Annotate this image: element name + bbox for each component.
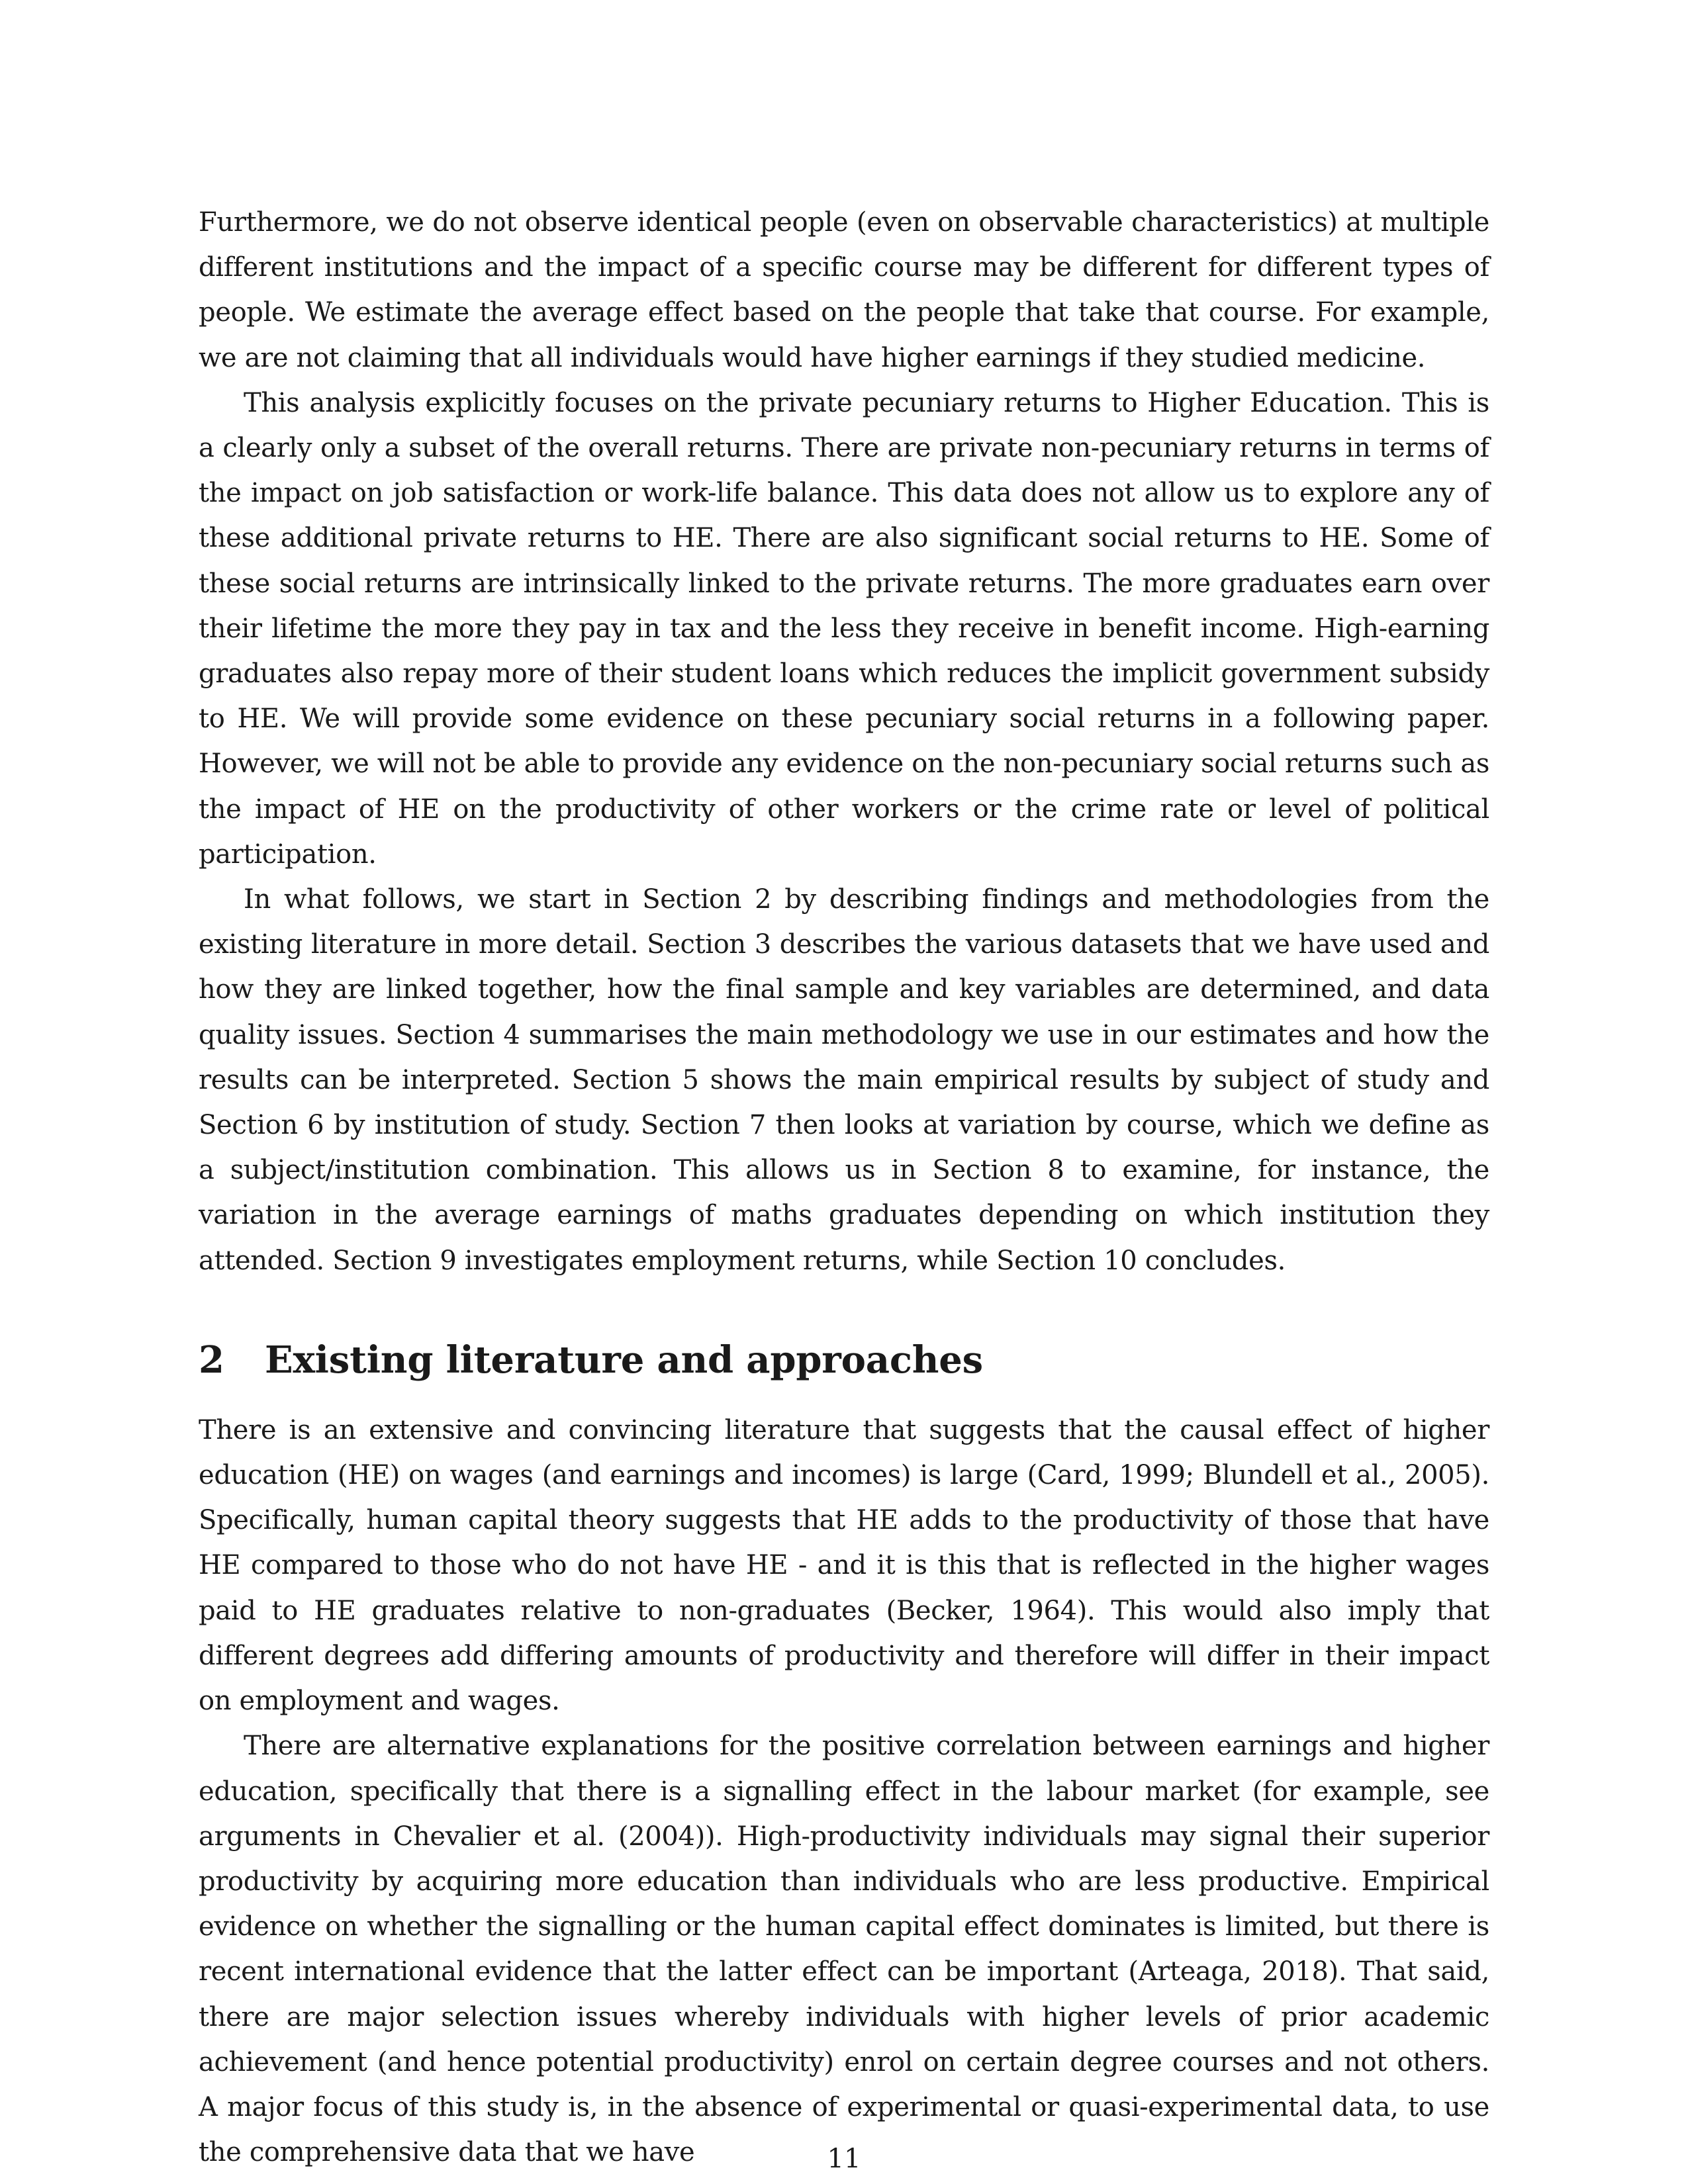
body-paragraph: There is an extensive and convincing literature that suggests that the causal effect of higher education (HE) on wages (and earnings and incomes) is large (Card, 1999; Blundell et al., 2005). Specifically, human capital theory suggests that HE adds to the productivity of those that have HE compared to those who do not have HE - and it is this that is reflected in the higher wages paid to HE graduates relative to non-graduates (Becker, 1964). This would also imply that different degrees add differing amounts of productivity and therefore will differ in their impact on employment and wages. xyxy=(199,1414,1489,1717)
section-number: 2 xyxy=(199,1338,224,1382)
page-number: 11 xyxy=(827,2144,861,2174)
section-heading xyxy=(199,1336,1489,1384)
body-paragraph: In what follows, we start in Section 2 by describing findings and methodologies from the existing literature in more detail. Section 3 describes the various datasets that we have used and how they are linked together, how the final sample and key variables are determined, and data quality issues. Section 4 summarises the main methodology we use in our estimates and how the results can be interpreted. Section 5 shows the main empirical results by subject of study and Section 6 by institution of study. Section 7 then looks at variation by course, which we define as a subject/institution combination. This allows us in Section 8 to examine, for instance, the variation in the average earnings of maths graduates depending on which institution they attended. Section 9 investigates employment returns, while Section 10 concludes. xyxy=(199,884,1489,1276)
page-body xyxy=(199,200,1489,2175)
body-paragraph: Furthermore, we do not observe identical people (even on observable characteristics) at multiple different institutions and the impact of a specific course may be different for different types of people. We estimate the average effect based on the people that take that course. For example, we are not claiming that all individuals would have higher earnings if they studied medicine. xyxy=(199,207,1489,373)
body-paragraph: There are alternative explanations for the positive correlation between earnings and higher education, specifically that there is a signalling effect in the labour market (for example, see arguments in Chevalier et al. (2004)). High-productivity individuals may signal their superior productivity by acquiring more education than individuals who are less productive. Empirical evidence on whether the signalling or the human capital effect dominates is limited, but there is recent international evidence that the latter effect can be important (Arteaga, 2018). That said, there are major selection issues whereby individuals with higher levels of prior academic achievement (and hence potential productivity) enrol on certain degree courses and not others. A major focus of this study is, in the absence of experimental or quasi-experimental data, to use the comprehensive data that we have xyxy=(199,1731,1489,2168)
body-paragraph: This analysis explicitly focuses on the private pecuniary returns to Higher Education. This is a clearly only a subset of the overall returns. There are private non-pecuniary returns in terms of the impact on job satisfaction or work-life balance. This data does not allow us to explore any of these additional private returns to HE. There are also significant social returns to HE. Some of these social returns are intrinsically linked to the private returns. The more graduates earn over their lifetime the more they pay in tax and the less they receive in benefit income. High-earning graduates also repay more of their student loans which reduces the implicit government subsidy to HE. We will provide some evidence on these pecuniary social returns in a following paper. However, we will not be able to provide any evidence on the non-pecuniary social returns such as the impact of HE on the productivity of other workers or the crime rate or level of political participation. xyxy=(199,387,1489,870)
section-title: Existing literature and approaches xyxy=(265,1338,983,1382)
